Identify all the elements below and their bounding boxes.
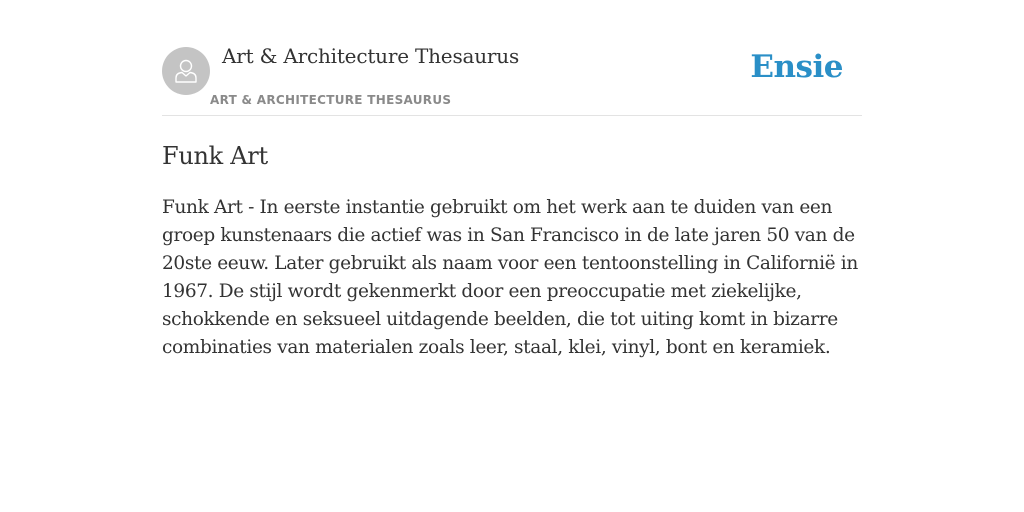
user-icon [171, 56, 201, 86]
ensie-logo[interactable]: Ensie [750, 49, 843, 85]
entry-header [162, 0, 862, 116]
entry-definition: Funk Art - In eerste instantie gebruikt om het werk aan te duiden van een groep kunstenaars die actief was in San Francisco in de late jaren 50 van de 20ste eeuw. Later gebruikt als naam voor een tentoonstelling in Californië in 1967. De stijl wordt gekenmerkt door een preoccupatie met ziekelijke, schokkende en seksueel uitdagende beelden, die tot uiting komt in bizarre combinaties van materialen zoals leer, staal, klei, vinyl, bont en keramiek. [162, 197, 858, 358]
avatar[interactable] [162, 47, 210, 95]
source-subtitle[interactable]: ART & ARCHITECTURE THESAURUS [210, 93, 452, 107]
content-container [162, 0, 862, 362]
source-title[interactable]: Art & Architecture Thesaurus [222, 44, 520, 68]
entry-title: Funk Art [162, 142, 268, 170]
